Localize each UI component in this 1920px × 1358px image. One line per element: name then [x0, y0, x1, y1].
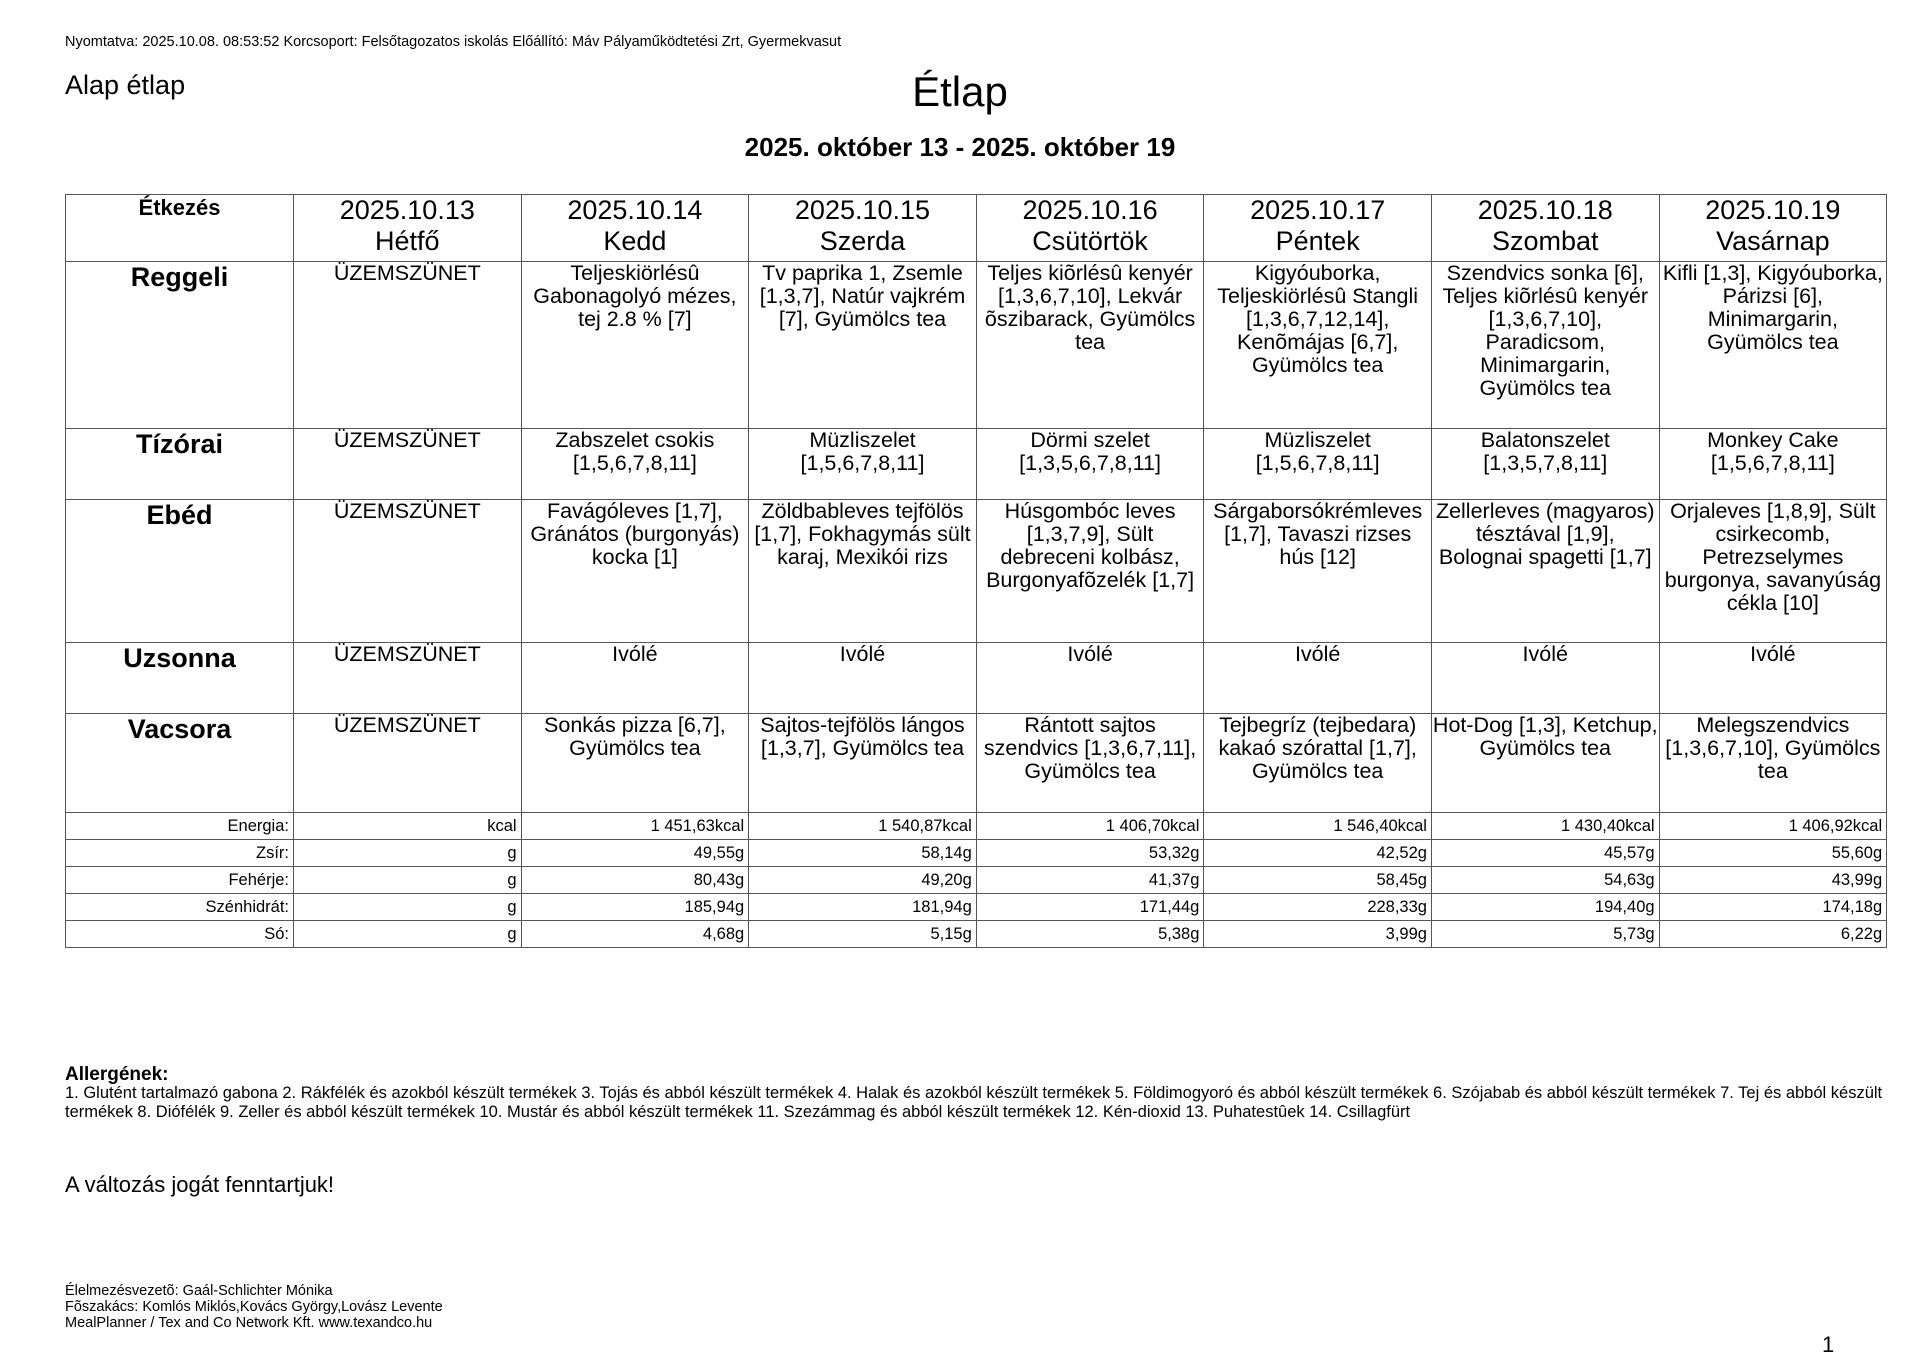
menu-table [65, 194, 1887, 948]
menu-cell: Zellerleves (magyaros) tésztával [1,9], Bolognai spagetti [1,7] [1431, 500, 1659, 643]
meal-row-vacsora [66, 714, 1887, 813]
nutrition-value: 228,33g [1204, 894, 1432, 921]
nutrition-row-szenhidrat [66, 894, 1887, 921]
nutrition-value: 49,20g [749, 867, 977, 894]
nutrition-value: 1 406,92kcal [1659, 813, 1887, 840]
menu-cell: Balatonszelet [1,3,5,7,8,11] [1431, 429, 1659, 500]
menu-cell: ÜZEMSZÜNET [294, 714, 522, 813]
menu-cell: Szendvics sonka [6], Teljes kiõrlésû kenyér [1,3,6,7,10], Paradicsom, Minimargarin, Gyümölcs tea [1431, 262, 1659, 429]
meal-row-tizorai [66, 429, 1887, 500]
page-number: 1 [1822, 1332, 1835, 1357]
nutrition-value: g [294, 840, 522, 867]
day-header: 2025.10.17 Péntek [1204, 195, 1432, 262]
nutrition-label: Zsír: [66, 840, 294, 867]
menu-cell: Zabszelet csokis [1,5,6,7,8,11] [521, 429, 749, 500]
nutrition-value: 42,52g [1204, 840, 1432, 867]
nutrition-row-zsir [66, 840, 1887, 867]
menu-cell: ÜZEMSZÜNET [294, 429, 522, 500]
nutrition-value: g [294, 894, 522, 921]
menu-cell: Tejbegríz (tejbedara) kakaó szórattal [1,7], Gyümölcs tea [1204, 714, 1432, 813]
menu-cell: Ivólé [976, 643, 1204, 714]
menu-cell: Ivólé [1204, 643, 1432, 714]
nutrition-value: 80,43g [521, 867, 749, 894]
menu-cell: Teljeskiörlésû Gabonagolyó mézes, tej 2.8 % [7] [521, 262, 749, 429]
nutrition-label: Szénhidrát: [66, 894, 294, 921]
footer-software: MealPlanner / Tex and Co Network Kft. www.texandco.hu [65, 1315, 433, 1331]
nutrition-value: 6,22g [1659, 921, 1887, 948]
nutrition-value: 41,37g [976, 867, 1204, 894]
nutrition-value: 43,99g [1659, 867, 1887, 894]
menu-cell: Rántott sajtos szendvics [1,3,6,7,11], Gyümölcs tea [976, 714, 1204, 813]
meal-name: Reggeli [66, 262, 294, 429]
day-header: 2025.10.13 Hétfő [294, 195, 522, 262]
nutrition-value: 58,14g [749, 840, 977, 867]
meal-row-reggeli [66, 262, 1887, 429]
print-info: Nyomtatva: 2025.10.08. 08:53:52 Korcsoport: Felsőtagozatos iskolás Előállító: Máv Pályaműködtetési Zrt, Gyermekvasut [65, 34, 842, 50]
menu-cell: Hot-Dog [1,3], Ketchup, Gyümölcs tea [1431, 714, 1659, 813]
menu-cell: Zöldbableves tejfölös [1,7], Fokhagymás sült karaj, Mexikói rizs [749, 500, 977, 643]
nutrition-row-feherje [66, 867, 1887, 894]
nutrition-value: 1 451,63kcal [521, 813, 749, 840]
menu-cell: Sajtos-tejfölös lángos [1,3,7], Gyümölcs tea [749, 714, 977, 813]
menu-cell: Kigyóuborka, Teljeskiörlésû Stangli [1,3,6,7,12,14], Kenõmájas [6,7], Gyümölcs tea [1204, 262, 1432, 429]
menu-cell: Teljes kiõrlésû kenyér [1,3,6,7,10], Lekvár õszibarack, Gyümölcs tea [976, 262, 1204, 429]
nutrition-value: 3,99g [1204, 921, 1432, 948]
meal-name: Tízórai [66, 429, 294, 500]
nutrition-value: 54,63g [1431, 867, 1659, 894]
menu-cell: Sonkás pizza [6,7], Gyümölcs tea [521, 714, 749, 813]
day-header-row [66, 195, 1887, 262]
menu-cell: Sárgaborsókrémleves [1,7], Tavaszi rizses hús [12] [1204, 500, 1432, 643]
nutrition-value: g [294, 921, 522, 948]
menu-cell: Húsgombóc leves [1,3,7,9], Sült debreceni kolbász, Burgonyafõzelék [1,7] [976, 500, 1204, 643]
menu-cell: ÜZEMSZÜNET [294, 262, 522, 429]
footer [65, 1283, 443, 1331]
menu-cell: Müzliszelet [1,5,6,7,8,11] [749, 429, 977, 500]
meal-name: Vacsora [66, 714, 294, 813]
day-header: 2025.10.14 Kedd [521, 195, 749, 262]
meal-name: Ebéd [66, 500, 294, 643]
nutrition-value: 45,57g [1431, 840, 1659, 867]
nutrition-row-so [66, 921, 1887, 948]
nutrition-value: g [294, 867, 522, 894]
date-range: 2025. október 13 - 2025. október 19 [744, 132, 1176, 162]
meal-column-header: Étkezés [66, 195, 294, 262]
menu-cell: Melegszendvics [1,3,6,7,10], Gyümölcs tea [1659, 714, 1887, 813]
menu-cell: Orjaleves [1,8,9], Sült csirkecomb, Petrezselymes burgonya, savanyúság cékla [10] [1659, 500, 1887, 643]
nutrition-value: 1 430,40kcal [1431, 813, 1659, 840]
nutrition-label: Fehérje: [66, 867, 294, 894]
menu-cell: Müzliszelet [1,5,6,7,8,11] [1204, 429, 1432, 500]
day-header: 2025.10.18 Szombat [1431, 195, 1659, 262]
menu-cell: Ivólé [521, 643, 749, 714]
menu-type-label: Alap étlap [65, 70, 186, 100]
meal-row-uzsonna [66, 643, 1887, 714]
footer-manager: Élelmezésvezetõ: Gaál-Schlichter Mónika [65, 1283, 333, 1299]
reserve-note: A változás jogát fenntartjuk! [65, 1172, 335, 1197]
day-header: 2025.10.15 Szerda [749, 195, 977, 262]
nutrition-value: 5,73g [1431, 921, 1659, 948]
nutrition-value: 1 540,87kcal [749, 813, 977, 840]
nutrition-value: 181,94g [749, 894, 977, 921]
menu-cell: ÜZEMSZÜNET [294, 500, 522, 643]
nutrition-value: 1 406,70kcal [976, 813, 1204, 840]
meal-row-ebed [66, 500, 1887, 643]
menu-cell: Favágóleves [1,7], Gránátos (burgonyás) kocka [1] [521, 500, 749, 643]
allergen-list: 1. Glutént tartalmazó gabona 2. Rákfélék és azokból készült termékek 3. Tojás és abból készült termékek 4. Halak és azokból készült termékek 5. Földimogyoró és abból készült termékek 6. Szójabab és abból készült termékek 7. Tej és abból készült termékek 8. Diófélék 9. Zeller és abból készült termékek 10. Mustár és abból készült termékek 11. Szezámmag és abból készült termékek 12. Kén-dioxid 13. Puhatestûek 14. Csillagfürt [65, 1084, 1883, 1121]
menu-cell: Ivólé [1659, 643, 1887, 714]
menu-cell: Tv paprika 1, Zsemle [1,3,7], Natúr vajkrém [7], Gyümölcs tea [749, 262, 977, 429]
nutrition-value: 58,45g [1204, 867, 1432, 894]
nutrition-label: Só: [66, 921, 294, 948]
menu-cell: Ivólé [749, 643, 977, 714]
meal-name: Uzsonna [66, 643, 294, 714]
nutrition-value: 5,15g [749, 921, 977, 948]
nutrition-value: 5,38g [976, 921, 1204, 948]
footer-chefs: Fõszakács: Komlós Miklós,Kovács György,Lovász Levente [65, 1299, 443, 1315]
nutrition-value: 174,18g [1659, 894, 1887, 921]
menu-cell: Ivólé [1431, 643, 1659, 714]
menu-cell: ÜZEMSZÜNET [294, 643, 522, 714]
day-header: 2025.10.16 Csütörtök [976, 195, 1204, 262]
nutrition-value: 171,44g [976, 894, 1204, 921]
page-title: Étlap [912, 68, 1008, 115]
nutrition-value: 49,55g [521, 840, 749, 867]
menu-cell: Monkey Cake [1,5,6,7,8,11] [1659, 429, 1887, 500]
nutrition-value: 194,40g [1431, 894, 1659, 921]
menu-cell: Kifli [1,3], Kigyóuborka, Párizsi [6], Minimargarin, Gyümölcs tea [1659, 262, 1887, 429]
nutrition-label: Energia: [66, 813, 294, 840]
allergen-heading: Allergének: [65, 1064, 169, 1085]
nutrition-value: 4,68g [521, 921, 749, 948]
nutrition-value: 53,32g [976, 840, 1204, 867]
nutrition-row-energia [66, 813, 1887, 840]
nutrition-value: kcal [294, 813, 522, 840]
allergen-legend [65, 1065, 1886, 1122]
menu-cell: Dörmi szelet [1,3,5,6,7,8,11] [976, 429, 1204, 500]
nutrition-value: 185,94g [521, 894, 749, 921]
day-header: 2025.10.19 Vasárnap [1659, 195, 1887, 262]
nutrition-value: 55,60g [1659, 840, 1887, 867]
nutrition-value: 1 546,40kcal [1204, 813, 1432, 840]
